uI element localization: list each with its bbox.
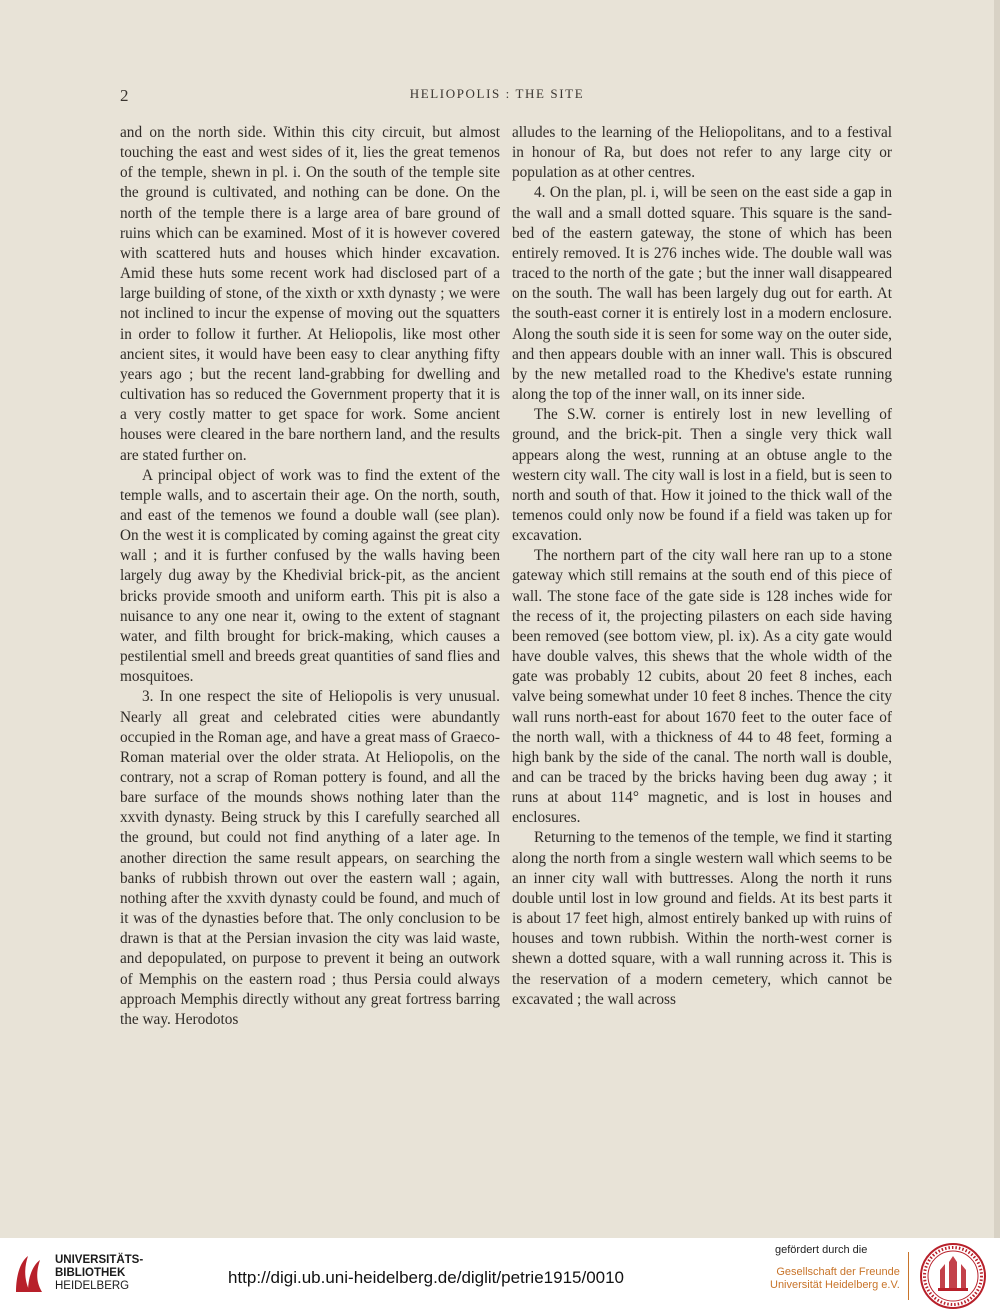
paragraph: The northern part of the city wall here ran up to a stone gateway which still remains at the south end of this piece of wall. The stone face of the gate side is 128 inches wide for the recess of it, the projecting pilasters on each side having been removed (see bottom view, pl. ix). As a city gate would have double valves, this shews that the whole width of the gate was probably 12 cubits, about 20 feet 8 inches, each valve being somewhat under 10 feet 8 inches. Thence the city wall runs north-east for about 1670 feet to the outer face of the north wall, with a thickness of 44 to 48 feet, forming a high bank by the side of the canal. The north wall is double, and can be traced by the bricks having been dug away ; it runs at about 114° magnetic, and is lost in houses and enclosures.: [512, 547, 892, 827]
society-name-line1: Gesellschaft der Freunde: [776, 1266, 900, 1278]
paragraph: and on the north side. Within this city circuit, but almost touching the east and west sides of it, lies the great temenos of the temple, shewn in pl. i. On the south of the temple site the ground is cultivated, and nothing can be done. On the north of the temple there is a large area of bare ground of ruins which can be examined. Most of it is however covered with scattered huts and houses which hinder excavation. Amid these huts some recent work had disclosed part of a large building of stone, of the xixth or xxth dynasty ; we were not inclined to incur the expense of moving out the squatters in order to follow it further. At Heliopolis, like most other ancient sites, it would have been easy to clear anything fifty years ago ; but the recent land-grabbing for dwelling and cultivation has so reduced the Government property that it is a very costly matter to get space for work. Some ancient houses were cleared in the bare northern land, and the results are stated further on.: [120, 124, 500, 464]
society-name: [770, 1266, 900, 1292]
left-column: [120, 123, 500, 1030]
running-head: HELIOPOLIS : THE SITE: [409, 86, 585, 101]
paragraph: A principal object of work was to find the extent of the temple walls, and to ascertain their age. On the north, south, and east of the temenos we found a double wall (see plan). On the west it is complicated by coming against the great city wall ; and it is further confused by the walls having been largely dug away by the Khedivial brick-pit, as the ancient bricks provide smooth and uniform earth. This pit is also a nuisance to any one near it, owing to the extent of stagnant water, and filth brought for brick-making, which causes a pestilential smell and breeds great quantities of sand flies and mosquitoes.: [120, 466, 500, 686]
library-name-line3: HEIDELBERG: [55, 1280, 130, 1292]
library-name-line1: UNIVERSITÄTS-: [55, 1254, 144, 1266]
society-name-line2: Universität Heidelberg e.V.: [770, 1279, 900, 1291]
university-seal-icon: [918, 1242, 988, 1310]
footer-divider: [908, 1252, 909, 1300]
paragraph: The S.W. corner is entirely lost in new levelling of ground, and the brick-pit. Then a single very thick wall appears along the west, running at an obtuse angle to the western city wall. The city wall is lost in a field, but is seen to north and south of that. How it joined to the thick wall of the temenos could only now be found if a field was taken up for excavation.: [512, 406, 892, 545]
right-column: [512, 123, 892, 1010]
page-number: 2: [120, 86, 129, 105]
digitization-footer: [0, 1238, 1000, 1313]
funded-by-label: gefördert durch die: [775, 1244, 868, 1256]
paragraph: alludes to the learning of the Heliopolitans, and to a festival in honour of Ra, but does not refer to any large city or population as at other centres.: [512, 124, 892, 182]
library-name: [55, 1254, 143, 1293]
university-library-logo-icon: [10, 1252, 46, 1296]
library-name-line2: BIBLIOTHEK: [55, 1267, 126, 1279]
permalink[interactable]: http://digi.ub.uni-heidelberg.de/diglit/petrie1915/0010: [228, 1268, 625, 1287]
paragraph: 4. On the plan, pl. i, will be seen on the east side a gap in the wall and a small dotted square. This square is the sand-bed of the eastern gateway, the stone of which has been entirely removed. It is 276 inches wide. The double wall was traced to the north of the gate ; but the inner wall disappeared on the south. The wall has been largely dug out for earth. At the south-east corner it is entirely lost in a modern enclosure. Along the south side it is seen for some way on the outer side, and then appears double with an inner wall. This is obscured by the new metalled road to the Khedive's estate running along the top of the inner wall, on its inner side.: [512, 184, 892, 404]
paragraph: 3. In one respect the site of Heliopolis is very unusual. Nearly all great and celebrated cities were abundantly occupied in the Roman age, and have a great mass of Graeco-Roman material over the older strata. At Heliopolis, on the contrary, not a scrap of Roman pottery is found, and all the bare surface of the mounds shows nothing later than the xxvith dynasty. Being struck by this I carefully searched all the ground, but could not find anything of a later age. In another direction the same result appears, on searching the banks of rubbish thrown out over the eastern wall ; again, nothing after the xxvith dynasty could be found, and much of it was of the dynasties before that. The only conclusion to be drawn is that at the Persian invasion the city was laid waste, and depopulated, on purpose to prevent it being an outwork of Memphis on the eastern road ; thus Persia could always approach Memphis directly without any great fortress barring the way. Herodotos: [120, 688, 500, 1028]
paragraph: Returning to the temenos of the temple, we find it starting along the north from a single western wall which seems to be an inner city wall with buttresses. Along the north it runs double until lost in low ground and fields. At its best parts it is about 17 feet high, almost entirely banked up with ruins of houses and town rubbish. Within the north-west corner is shewn a dotted square, with a wall running across it. This is the reservation of a modern cemetery, which cannot be excavated ; the wall across: [512, 829, 892, 1008]
